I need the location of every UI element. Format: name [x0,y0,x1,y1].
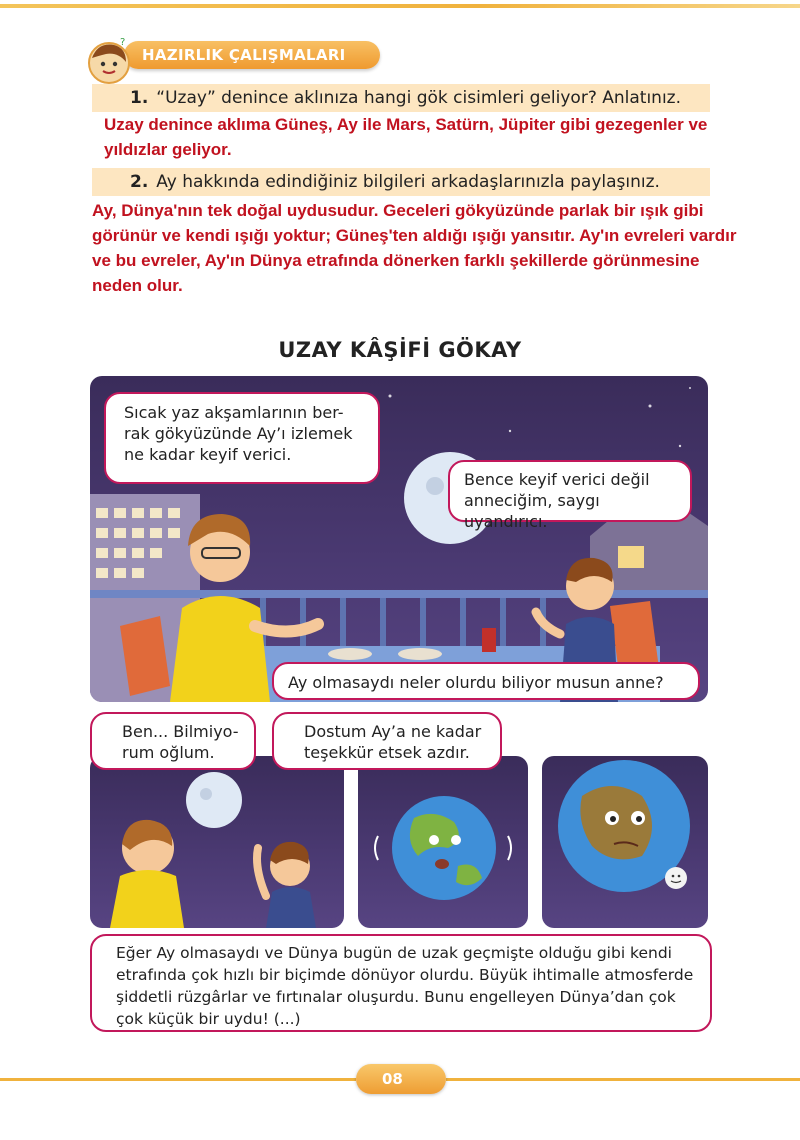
answer-1-line: yıldızlar geliyor. [104,140,232,159]
narration-line: etrafında çok hızlı bir biçimde dönüyor olurdu. Büyük ihtimalle atmosferde [116,966,694,984]
speech-bubble-boy-1 [448,460,692,531]
speech-bubble-mother-2 [90,712,256,770]
speech-bubble-boy-3 [272,712,502,770]
bubble-line: Ay olmasaydı neler olurdu biliyor musun anne? [288,673,664,692]
narration-box [90,934,712,1032]
answer-2-line: neden olur. [92,276,183,295]
bubble-line: rak gökyüzünde Ay’ı izlemek [124,424,353,443]
story-title: UZAY KÂŞİFİ GÖKAY [278,338,522,362]
speech-bubble-mother-1 [104,392,380,484]
earth-spinning-illustration [358,756,528,928]
narration-line: şiddetli rüzgârlar ve fırtınalar oluşurdu. Bunu engelleyen Dünya’dan çok [116,988,676,1006]
comic-panel-moon [90,756,344,928]
earth-moon-illustration [542,756,708,928]
section-title-pill [124,41,380,69]
mascot-icon [84,36,134,86]
comic-panel-earth-moon [542,756,708,928]
page-number-badge [356,1064,446,1094]
question-2 [130,172,660,192]
bubble-line: ne kadar keyif verici. [124,445,292,464]
question-1-text: “Uzay” denince aklınıza hangi gök cisimleri geliyor? Anlatınız. [156,88,682,108]
moon-illustration [90,756,344,928]
bubble-line: Dostum Ay’a ne kadar [304,722,482,741]
section-title: HAZIRLIK ÇALIŞMALARI [142,46,346,64]
answer-2-line: Ay, Dünya'nın tek doğal uydusudur. Geceleri gökyüzünde parlak bir ışık gibi [92,201,704,220]
question-2-number: 2. [130,172,149,192]
speech-bubble-boy-2 [272,662,700,700]
bubble-line: rum oğlum. [122,743,215,762]
question-1 [130,88,681,108]
comic-panel-earth-spinning [358,756,528,928]
answer-2 [92,198,737,298]
bubble-line: anneciğim, saygı uyandırıcı. [464,491,600,531]
answer-2-line: ve bu evreler, Ay'ın Dünya etrafında dönerken farklı şekillerde görünmesine [92,251,700,270]
top-rule [0,4,800,8]
page-number: 08 [382,1070,403,1088]
footer-rule-left [0,1078,356,1081]
svg-text:?: ? [120,37,126,48]
bubble-line: Bence keyif verici değil [464,470,650,489]
section-header [84,36,384,72]
question-1-number: 1. [130,88,149,108]
answer-1 [104,112,707,162]
narration-line: Eğer Ay olmasaydı ve Dünya bugün de uzak geçmişte olduğu gibi kendi [116,944,672,962]
bubble-line: Sıcak yaz akşamlarının ber- [124,403,344,422]
footer-rule-right [446,1078,800,1081]
bubble-line: Ben... Bilmiyo- [122,722,239,741]
narration-line: çok küçük bir uydu! (...) [116,1010,301,1028]
bubble-line: teşekkür etsek azdır. [304,743,470,762]
answer-1-line: Uzay denince aklıma Güneş, Ay ile Mars, Satürn, Jüpiter gibi gezegenler ve [104,115,708,134]
question-2-text: Ay hakkında edindiğiniz bilgileri arkadaşlarınızla paylaşınız. [156,172,660,192]
answer-2-line: görünür ve kendi ışığı yoktur; Güneş'ten aldığı ışığı yansıtır. Ay'ın evreleri vardır [92,226,737,245]
